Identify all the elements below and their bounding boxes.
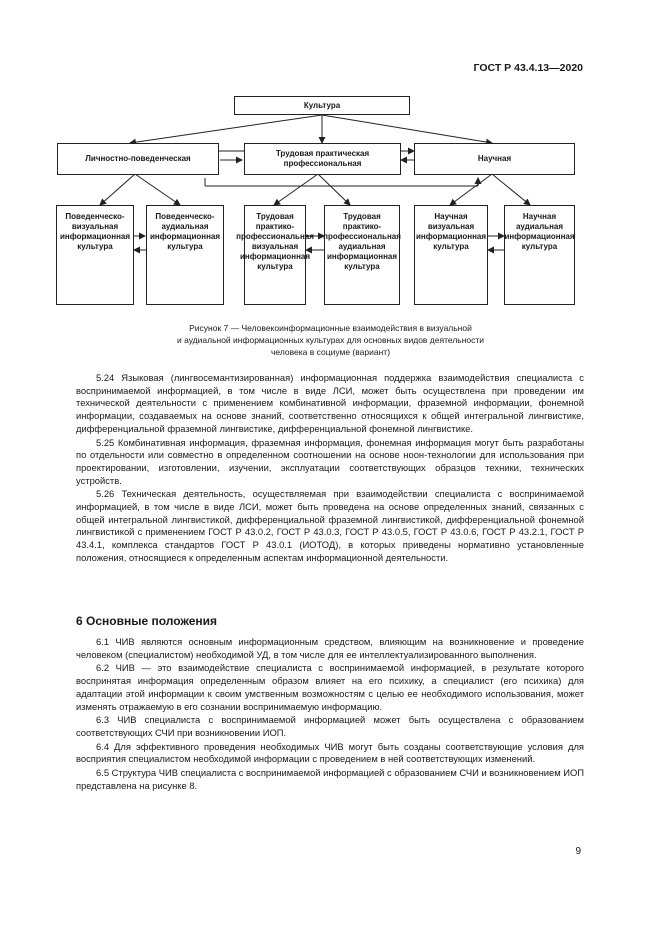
node-labor-visual: Трудовая практико-профессиональная визуальная информационная культура <box>244 205 306 305</box>
document-code: ГОСТ Р 43.4.13—2020 <box>473 62 583 74</box>
figure-caption <box>100 323 561 359</box>
caption-line-1: Рисунок 7 — Человекоинформационные взаимодействия в визуальной <box>189 323 472 333</box>
node-behavioral: Личностно-поведенческая <box>57 143 219 175</box>
caption-line-3: человека в социуме (вариант) <box>270 346 391 357</box>
paragraph-5-24: 5.24 Языковая (лингвосемантизированная) информационная поддержка взаимодействия специалиста с воспринимаемой информацией, в том числе в виде ЛСИ, может быть осуществлена при проведении им технической деятельности с применением комбинативной информации, фраземной информации, фонемной информации, создаваемых на основе знаний, соответственно относящихся к общей интегральной лингвистике, дифференциальной фраземной лингвистике, дифференциальной фонемной лингвистике. <box>76 372 584 434</box>
page-number: 9 <box>575 846 581 857</box>
node-scientific: Научная <box>414 143 575 175</box>
node-behavioral-visual: Поведенческо-визуальная информационная культура <box>56 205 134 305</box>
paragraph-6-3: 6.3 ЧИВ специалиста с воспринимаемой информацией может быть осуществлена с образованием соответствующих СЧИ при возникновении ИОП. <box>76 714 584 738</box>
caption-line-2: и аудиальной информационных культурах для основных видов деятельности <box>176 334 485 345</box>
node-labor-professional: Трудовая практическая профессиональная <box>244 143 401 175</box>
body-text-section-5 <box>76 372 584 566</box>
node-behavioral-audial: Поведенческо-аудиальная информационная культура <box>146 205 224 305</box>
node-labor-audial: Трудовая практико-профессиональная аудиальная информационная культура <box>324 205 400 305</box>
paragraph-6-1: 6.1 ЧИВ являются основным информационным средством, влияющим на возникновение и проведение человеком (специалистом) необходимой УД, в том числе для ее интеллектуализированного выполнения. <box>76 636 584 660</box>
node-culture: Культура <box>234 96 410 115</box>
node-scientific-audial: Научная аудиальная информационная культура <box>504 205 575 305</box>
paragraph-5-25: 5.25 Комбинативная информация, фраземная информация, фонемная информация могут быть разработаны по отдельности или совместно в определенном соотношении на основе ноон-технологии для использования при проектировании, изготовлении, изучении, эксплуатации соответствующих образцов техники, технических устройств. <box>76 436 584 486</box>
paragraph-6-2: 6.2 ЧИВ — это взаимодействие специалиста с воспринимаемой информацией, в результате которого воспринятая информация определенным образом влияет на его психику, а специалист (его психика) для адаптации этой информации к своим умственным возможностям с целью ее необходимого использования, может изменять отражаемую в его сознании воспринимаемую информацию. <box>76 662 584 712</box>
paragraph-5-26: 5.26 Техническая деятельность, осуществляемая при взаимодействии специалиста с воспринимаемой информацией, в том числе в виде ЛСИ, может быть проведена на основе определенных знаний, связанных с общей интегральной лингвистикой, дифференциальной фраземной лингвистикой, дифференциальной фонемной лингвистикой с применением ГОСТ Р 43.0.2, ГОСТ Р 43.0.3, ГОСТ Р 43.0.5, ГОСТ Р 43.0.6, ГОСТ Р 43.2.1, ГОСТ Р 43.4.1, комплекса стандартов ГОСТ Р 43.0.1 (ИОТОД), в которых приведены нормативно установленные положения, относящиеся к определенным аспектам информационной деятельности. <box>76 488 584 563</box>
paragraph-6-4: 6.4 Для эффективного проведения необходимых ЧИВ могут быть созданы соответствующие условия для восприятия специалистом необходимой информации с проведением в ней соответствующих изменений. <box>76 740 584 765</box>
paragraph-6-5: 6.5 Структура ЧИВ специалиста с воспринимаемой информацией с образованием СЧИ и возникновением ИОП представлена на рисунке 8. <box>76 767 585 791</box>
body-text-section-6 <box>76 636 584 793</box>
node-scientific-visual: Научная визуальная информационная культура <box>414 205 488 305</box>
section-heading: 6 Основные положения <box>76 614 218 628</box>
